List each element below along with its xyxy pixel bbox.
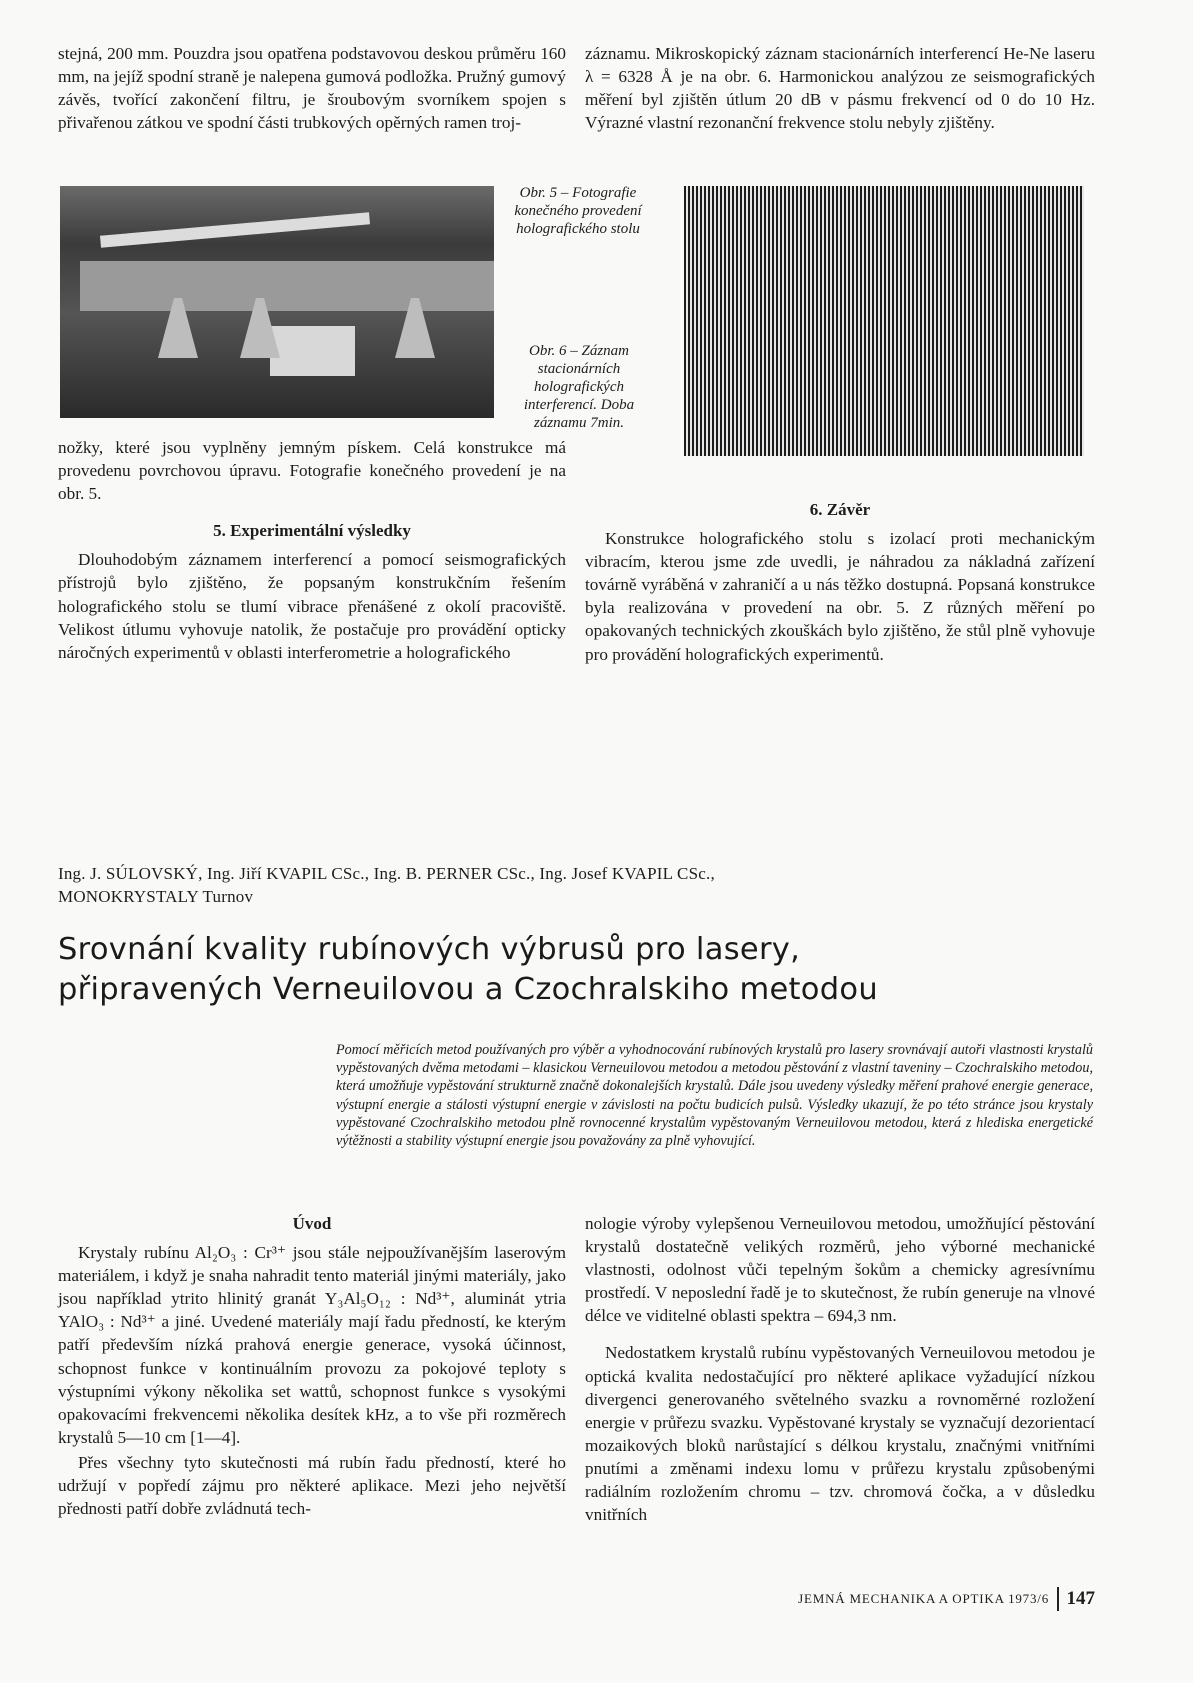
journal-name: JEMNÁ MECHANIKA A OPTIKA 1973/6 [798,1591,1049,1606]
page-number: 147 [1066,1588,1095,1609]
article-abstract [336,1041,1093,1150]
figure-5-photo [60,186,494,418]
article-authors [58,862,1098,908]
photo-instrument-box [270,326,355,376]
figure-6-caption: Obr. 6 – Záznam stacionárních holografických interferencí. Doba záznamu 7min. [523,343,635,431]
section-heading: 6. Závěr [809,500,871,519]
bottom-left-column [58,1212,566,1520]
paragraph: Nedostatkem krystalů rubínu vypěstovaných Verneuilovou metodou je optická kvalita nedostačující pro některé aplikace vyžadující nízkou divergenci generovaného světelného svazku a rovnoměrné rozložení energie v průřezu svazku. Vypěstované krystaly se vyznačují dezorientací mozaikových bloků narůstající s délkou krystalu, značnými vnitřními pnutími a změnami indexu lomu v průřezu krystalu způsobenými radiálním rozložením chromu – tzv. chromová čočka, a v důsledku vnitřních [585,1343,1095,1525]
paragraph: Dlouhodobým záznamem interferencí a pomocí seismografických přístrojů bylo zjištěno, že popsaným konstrukčním řešením holografického stolu se tlumí vibrace přenášené z okolí pracoviště. Velikost útlumu vyhovuje natolik, že postačuje pro provádění opticky náročných experimentů v oblasti interferometrie a holografického [58,550,566,662]
paragraph: stejná, 200 mm. Pouzdra jsou opatřena podstavovou deskou průměru 160 mm, na jejíž spodní straně je nalepena gumová podložka. Pružný gumový závěs, tvořící zakončení filtru, je šroubovým svorníkem spojen s přivařenou zátkou ve spodní části trubkových opěrných ramen troj- [58,44,566,133]
page-footer [760,1584,1095,1614]
footer-divider [1057,1587,1059,1611]
mid-left-column [58,436,566,664]
title-line: Srovnání kvality rubínových výbrusů pro lasery, [58,932,801,967]
paragraph: Konstrukce holografického stolu s izolací proti mechanickým vibracím, kterou jsme zde uvedli, je náhradou za nákladná zařízení továrně vyráběná v zahraničí a u nás těžko dostupná. Popsaná konstrukce byla realizována v provedení na obr. 5. Z různých měření po opakovaných technických zkouškách bylo zjištěno, že stůl plně vyhovuje pro provádění holografických experimentů. [585,529,1095,664]
photo-rail [100,212,370,247]
top-right-column [585,42,1095,134]
paragraph: záznamu. Mikroskopický záznam stacionárních interferencí He-Ne laseru λ = 6328 Å je na obr. 6. Harmonickou analýzou ze seismografických měření byl zjištěn útlum 20 dB v pásmu frekvencí od 0 do 10 Hz. Výrazné vlastní rezonanční frekvence stolu nebyly zjištěny. [585,44,1095,133]
authors-line: Ing. J. SÚLOVSKÝ, Ing. Jiří KVAPIL CSc., Ing. B. PERNER CSc., Ing. Josef KVAPIL CSc., [58,864,715,883]
figure-5-caption: Obr. 5 – Fotografie konečného provedení holografického stolu [514,185,642,237]
paragraph: nožky, které jsou vyplněny jemným pískem. Celá konstrukce má provedenu povrchovou úpravu. Fotografie konečného provedení je na obr. 5. [58,438,566,504]
paragraph: nologie výroby vylepšenou Verneuilovou metodou, umožňující pěstování krystalů dostatečně velikých rozměrů, jeho výborné mechanické vlastnosti, odolnost vůči tepelným šokům a chemicky agresívnímu prostředí. V neposlední řadě je to skutečnost, že rubín generuje na vlnové délce ve viditelné oblasti spektra – 694,3 nm. [585,1214,1095,1326]
article-title [58,930,1118,1010]
section-heading: Úvod [292,1214,332,1233]
top-left-column [58,42,566,134]
bottom-right-column [585,1212,1095,1526]
mid-right-column [585,498,1095,666]
authors-affiliation: MONOKRYSTALY Turnov [58,887,254,906]
abstract-text: Pomocí měřicích metod používaných pro výběr a vyhodnocování rubínových krystalů pro lasery srovnávají autoři vlastnosti krystalů vypěstovaných dvěma metodami – klasickou Verneuilovou metodou a metodou pěstování z vlastní taveniny – Czochralskiho metodou, která umožňuje vypěstování strukturně značně dokonalejších krystalů. Dále jsou uvedeny výsledky měření prahové energie generace, výstupní energie a stálosti výstupní energie v závislosti na počtu budicích pulsů. Výsledky ukazují, že po této stránce jsou krystaly vypěstované Czochralskiho metodou plně rovnocenné krystalům vypěstovaným Verneuilovou metodou, která z hlediska energetické výtěžnosti a stability výstupní energie jsou považovány za plně vyhovující. [336,1042,1093,1150]
photo-table-slab [80,261,494,311]
section-heading: 5. Experimentální výsledky [213,521,411,541]
paragraph: Krystaly rubínu Al₂O₃ : Cr³⁺ jsou stále nejpoužívanějším laserovým materiálem, i když je snaha nahradit tento materiál jinými materiály, jako jsou například ytrito hlinitý granát Y₃Al₅O₁₂ : Nd³⁺, aluminát ytria YAlO₃ : Nd³⁺ a jiné. Uvedené materiály mají řadu předností, ke kterým patří především nízká prahová energie generace, vysoká účinnost, schopnost funkce v kontinuálním provozu za pokojové teploty s výstupními výkony několika set wattů, schopnost funkce s vysokými opakovacími frekvencemi několika desítek kHz, a to vše při rozměrech krystalů 5—10 cm [1—4]. [58,1243,566,1447]
title-line: připravených Verneuilovou a Czochralskiho metodou [58,972,879,1007]
figure-6-fringes [684,186,1084,456]
paragraph: Přes všechny tyto skutečnosti má rubín řadu předností, které ho udržují v popředí zájmu pro některé aplikace. Mezi jeho největší přednosti patří dobře zvládnutá tech- [58,1452,566,1519]
